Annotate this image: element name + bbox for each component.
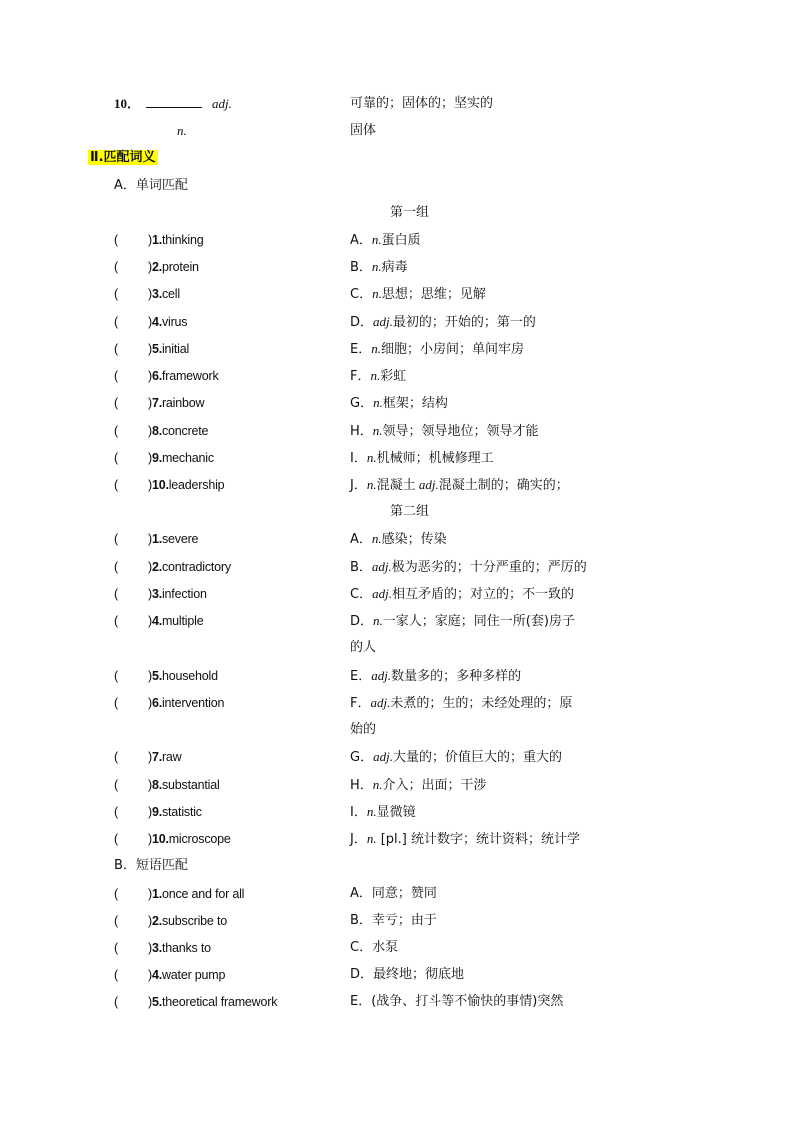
paren-open: (	[114, 451, 118, 465]
item-10-meaning2: 固体	[350, 123, 377, 138]
word: water pump	[161, 968, 226, 982]
option-letter: D．	[350, 614, 374, 629]
item-number: 4.	[151, 315, 162, 329]
group2-definition-continued: 始的	[350, 722, 377, 737]
pos-label: n.	[371, 341, 381, 356]
item-number: 2.	[151, 260, 162, 274]
paren-close: )	[147, 369, 152, 383]
definition: 数量多的；多种多样的	[391, 669, 522, 684]
item-number: 5.	[151, 995, 162, 1009]
pos-label: adj.	[370, 695, 391, 710]
paren-close: )	[147, 396, 152, 410]
definition: 未煮的；生的；未经处理的；原	[390, 696, 573, 711]
word: virus	[161, 315, 188, 329]
definition: 介入；出面；干涉	[382, 778, 487, 793]
word: household	[161, 669, 218, 683]
phrase-row-left	[114, 939, 211, 957]
group2-definition-continued: 的人	[350, 640, 377, 655]
item-number: 5.	[151, 342, 162, 356]
pos-label: adj.	[371, 559, 392, 574]
item-number: 2.	[151, 560, 162, 574]
option-letter: E．	[350, 994, 372, 1009]
group1-row-left	[114, 422, 208, 440]
word: thinking	[161, 233, 204, 247]
phrase-row-left	[114, 912, 227, 930]
phrase-row-right	[350, 912, 437, 930]
option-letter: F．	[350, 696, 371, 711]
pos-label: adj.	[372, 586, 392, 601]
pos-label: adj.	[373, 314, 393, 329]
pos-label: adj.	[371, 668, 392, 683]
paren-open: (	[114, 396, 118, 410]
word: infection	[161, 587, 207, 601]
definition: 病毒	[381, 260, 408, 275]
paren-open: (	[114, 532, 118, 546]
group2-row-left	[114, 748, 182, 766]
item-number: 10.	[151, 832, 169, 846]
group2-row-right	[350, 530, 447, 549]
definition: 思想；思维；见解	[381, 287, 486, 302]
group2-row-left	[114, 776, 220, 794]
paren-close: )	[147, 696, 152, 710]
group2-row-left	[114, 530, 198, 548]
word: severe	[161, 532, 199, 546]
paren-close: )	[147, 805, 152, 819]
phrase-row-left	[114, 993, 277, 1011]
paren-open: (	[114, 233, 118, 247]
paren-close: )	[147, 424, 152, 438]
pos-label: adj.	[212, 96, 232, 111]
definition: 幸亏；由于	[371, 913, 437, 928]
option-letter: I．	[350, 805, 367, 820]
group2-row-right	[350, 830, 580, 849]
definition: 框架；结构	[382, 396, 448, 411]
paren-close: )	[147, 260, 152, 274]
group1-row-right	[350, 476, 569, 495]
phrase-row-left	[114, 885, 244, 903]
option-letter: I．	[350, 451, 367, 466]
group2-row-right	[350, 558, 587, 577]
group2-row-left	[114, 830, 231, 848]
definition: (战争、打斗等不愉快的事情)突然	[371, 994, 564, 1009]
word: protein	[161, 260, 199, 274]
group1-row-left	[114, 340, 189, 358]
pos-label: n.	[371, 531, 382, 546]
word: microscope	[168, 832, 231, 846]
paren-open: (	[114, 669, 118, 683]
word: theoretical framework	[161, 995, 278, 1009]
item-number: 8.	[151, 778, 162, 792]
definition: 彩虹	[380, 369, 407, 384]
paren-open: (	[114, 614, 118, 628]
paren-close: )	[147, 478, 152, 492]
definition: 最终地；彻底地	[373, 967, 465, 982]
item-number: 10.	[151, 478, 169, 492]
option-letter: H．	[350, 424, 373, 439]
word: rainbow	[161, 396, 205, 410]
paren-open: (	[114, 560, 118, 574]
paren-close: )	[147, 287, 152, 301]
group1-row-right	[350, 422, 539, 441]
definition: [pl.] 统计数字；统计资料；统计学	[376, 832, 580, 847]
pos-label: n.	[372, 286, 382, 301]
answer-blank[interactable]	[146, 95, 202, 108]
option-letter: H．	[350, 778, 373, 793]
pos-label: n.	[371, 259, 382, 274]
word: cell	[161, 287, 180, 301]
item-10-line1	[114, 95, 232, 113]
word: statistic	[161, 805, 202, 819]
group1-row-right	[350, 285, 486, 304]
group2-row-right	[350, 776, 487, 795]
paren-close: )	[147, 941, 152, 955]
paren-close: )	[147, 778, 152, 792]
group2-row-left	[114, 803, 202, 821]
word: initial	[161, 342, 190, 356]
item-number: 1.	[151, 532, 162, 546]
pos-label: n.	[373, 613, 383, 628]
pos-label: n.	[371, 232, 382, 247]
phrase-row-right	[350, 993, 563, 1011]
paren-close: )	[147, 451, 152, 465]
pos-label: n.	[366, 804, 377, 819]
option-letter: G．	[350, 396, 374, 411]
group2-row-left	[114, 694, 224, 712]
definition: 极为恶劣的；十分严重的；严厉的	[391, 560, 587, 575]
word: framework	[161, 369, 219, 383]
paren-open: (	[114, 369, 118, 383]
definition: 最初的；开始的；第一的	[392, 315, 536, 330]
group2-row-left	[114, 585, 207, 603]
paren-open: (	[114, 887, 118, 901]
definition: 混凝土	[376, 478, 416, 493]
paren-close: )	[147, 614, 152, 628]
item-number: 9.	[151, 805, 162, 819]
item-number: 9.	[151, 451, 162, 465]
item-number: 3.	[151, 287, 162, 301]
item-number: 10．	[114, 96, 141, 111]
item-number: 3.	[151, 941, 162, 955]
paren-open: (	[114, 968, 118, 982]
paren-close: )	[147, 669, 152, 683]
group2-row-left	[114, 558, 231, 576]
item-number: 1.	[151, 887, 162, 901]
word: multiple	[161, 614, 204, 628]
word: substantial	[161, 778, 220, 792]
item-10-meaning1: 可靠的；固体的；坚实的	[350, 96, 494, 111]
item-number: 7.	[151, 750, 162, 764]
paren-close: )	[147, 914, 152, 928]
option-letter: J．	[350, 478, 367, 493]
option-letter: B．	[350, 913, 372, 928]
word: leadership	[168, 478, 225, 492]
item-number: 7.	[151, 396, 162, 410]
group1-row-left	[114, 231, 203, 249]
pos-label: n.	[366, 450, 377, 465]
item-number: 5.	[151, 669, 162, 683]
word: thanks to	[161, 941, 211, 955]
word: intervention	[161, 696, 225, 710]
phrase-row-left	[114, 966, 225, 984]
pos-label: n.	[372, 423, 383, 438]
definition: 混凝土制的；确实的；	[438, 478, 569, 493]
paren-close: )	[147, 968, 152, 982]
option-letter: A．	[350, 233, 372, 248]
option-letter: E．	[350, 669, 372, 684]
group1-title: 第一组	[390, 205, 430, 220]
pos-label: n.	[366, 477, 377, 492]
word: mechanic	[161, 451, 214, 465]
phrase-row-right	[350, 885, 437, 903]
part-a-heading: A．单词匹配	[114, 178, 188, 193]
group1-row-left	[114, 313, 187, 331]
definition: 机械师；机械修理工	[376, 451, 494, 466]
word: concrete	[161, 424, 209, 438]
paren-open: (	[114, 424, 118, 438]
paren-open: (	[114, 260, 118, 274]
group2-row-right	[350, 694, 572, 713]
option-letter: F．	[350, 369, 371, 384]
group1-row-left	[114, 367, 219, 385]
item-number: 4.	[151, 614, 162, 628]
paren-open: (	[114, 778, 118, 792]
pos-label: adj.	[415, 477, 439, 492]
option-letter: A．	[350, 532, 372, 547]
paren-open: (	[114, 832, 118, 846]
phrase-row-right	[350, 939, 398, 957]
group2-row-left	[114, 612, 203, 630]
group2-title: 第二组	[390, 504, 430, 519]
group1-row-left	[114, 449, 214, 467]
option-letter: C．	[350, 587, 373, 602]
paren-close: )	[147, 560, 152, 574]
definition: 感染；传染	[381, 532, 447, 547]
definition: 显微镜	[376, 805, 416, 820]
paren-close: )	[147, 532, 152, 546]
option-letter: B．	[350, 560, 372, 575]
pos-label: adj.	[373, 749, 393, 764]
definition: 一家人；家庭；同住一所(套)房子	[382, 614, 575, 629]
pos-label: n.	[366, 831, 377, 846]
group1-row-right	[350, 367, 406, 386]
group1-row-right	[350, 313, 536, 332]
paren-open: (	[114, 995, 118, 1009]
word: raw	[161, 750, 182, 764]
item-number: 6.	[151, 369, 162, 383]
paren-close: )	[147, 995, 152, 1009]
section-title: Ⅱ.匹配词义	[90, 150, 156, 165]
group2-row-right	[350, 803, 416, 822]
paren-open: (	[114, 941, 118, 955]
group1-row-right	[350, 394, 448, 413]
definition: 水泵	[372, 940, 399, 955]
item-number: 3.	[151, 587, 162, 601]
pos-label: n.	[373, 395, 383, 410]
word: subscribe to	[161, 914, 227, 928]
paren-close: )	[147, 887, 152, 901]
pos-label: n.	[372, 777, 383, 792]
option-letter: C．	[350, 940, 373, 955]
option-letter: G．	[350, 750, 374, 765]
group2-row-right	[350, 667, 521, 686]
group1-row-left	[114, 394, 204, 412]
definition: 同意；赞同	[371, 886, 437, 901]
group1-row-right	[350, 449, 494, 468]
group2-row-left	[114, 667, 218, 685]
paren-open: (	[114, 805, 118, 819]
paren-close: )	[147, 342, 152, 356]
pos-label: n.	[370, 368, 381, 383]
group2-row-right	[350, 585, 574, 604]
item-10-pos2: n.	[177, 123, 187, 138]
group1-row-left	[114, 476, 224, 494]
option-letter: B．	[350, 260, 372, 275]
group2-row-right	[350, 748, 562, 767]
option-letter: D．	[350, 315, 374, 330]
definition: 领导；领导地位；领导才能	[382, 424, 539, 439]
group1-row-left	[114, 258, 199, 276]
paren-open: (	[114, 750, 118, 764]
group1-row-right	[350, 340, 524, 359]
phrase-row-right	[350, 966, 464, 984]
paren-open: (	[114, 696, 118, 710]
item-number: 8.	[151, 424, 162, 438]
group1-row-left	[114, 285, 180, 303]
item-number: 1.	[151, 233, 162, 247]
paren-open: (	[114, 587, 118, 601]
paren-close: )	[147, 233, 152, 247]
group1-row-right	[350, 258, 408, 277]
definition: 相互矛盾的；对立的；不一致的	[391, 587, 574, 602]
option-letter: E．	[350, 342, 372, 357]
word: contradictory	[161, 560, 231, 574]
paren-open: (	[114, 478, 118, 492]
definition: 大量的；价值巨大的；重大的	[392, 750, 562, 765]
option-letter: D．	[350, 967, 374, 982]
definition: 细胞；小房间；单间牢房	[380, 342, 524, 357]
paren-close: )	[147, 315, 152, 329]
option-letter: C．	[350, 287, 373, 302]
definition: 蛋白质	[381, 233, 421, 248]
paren-close: )	[147, 587, 152, 601]
item-number: 4.	[151, 968, 162, 982]
group1-row-right	[350, 231, 421, 250]
paren-close: )	[147, 832, 152, 846]
word: once and for all	[161, 887, 245, 901]
paren-close: )	[147, 750, 152, 764]
paren-open: (	[114, 287, 118, 301]
option-letter: J．	[350, 832, 367, 847]
group2-row-right	[350, 612, 575, 631]
item-number: 6.	[151, 696, 162, 710]
paren-open: (	[114, 342, 118, 356]
paren-open: (	[114, 914, 118, 928]
option-letter: A．	[350, 886, 372, 901]
part-b-heading: B．短语匹配	[114, 858, 188, 873]
item-number: 2.	[151, 914, 162, 928]
paren-open: (	[114, 315, 118, 329]
